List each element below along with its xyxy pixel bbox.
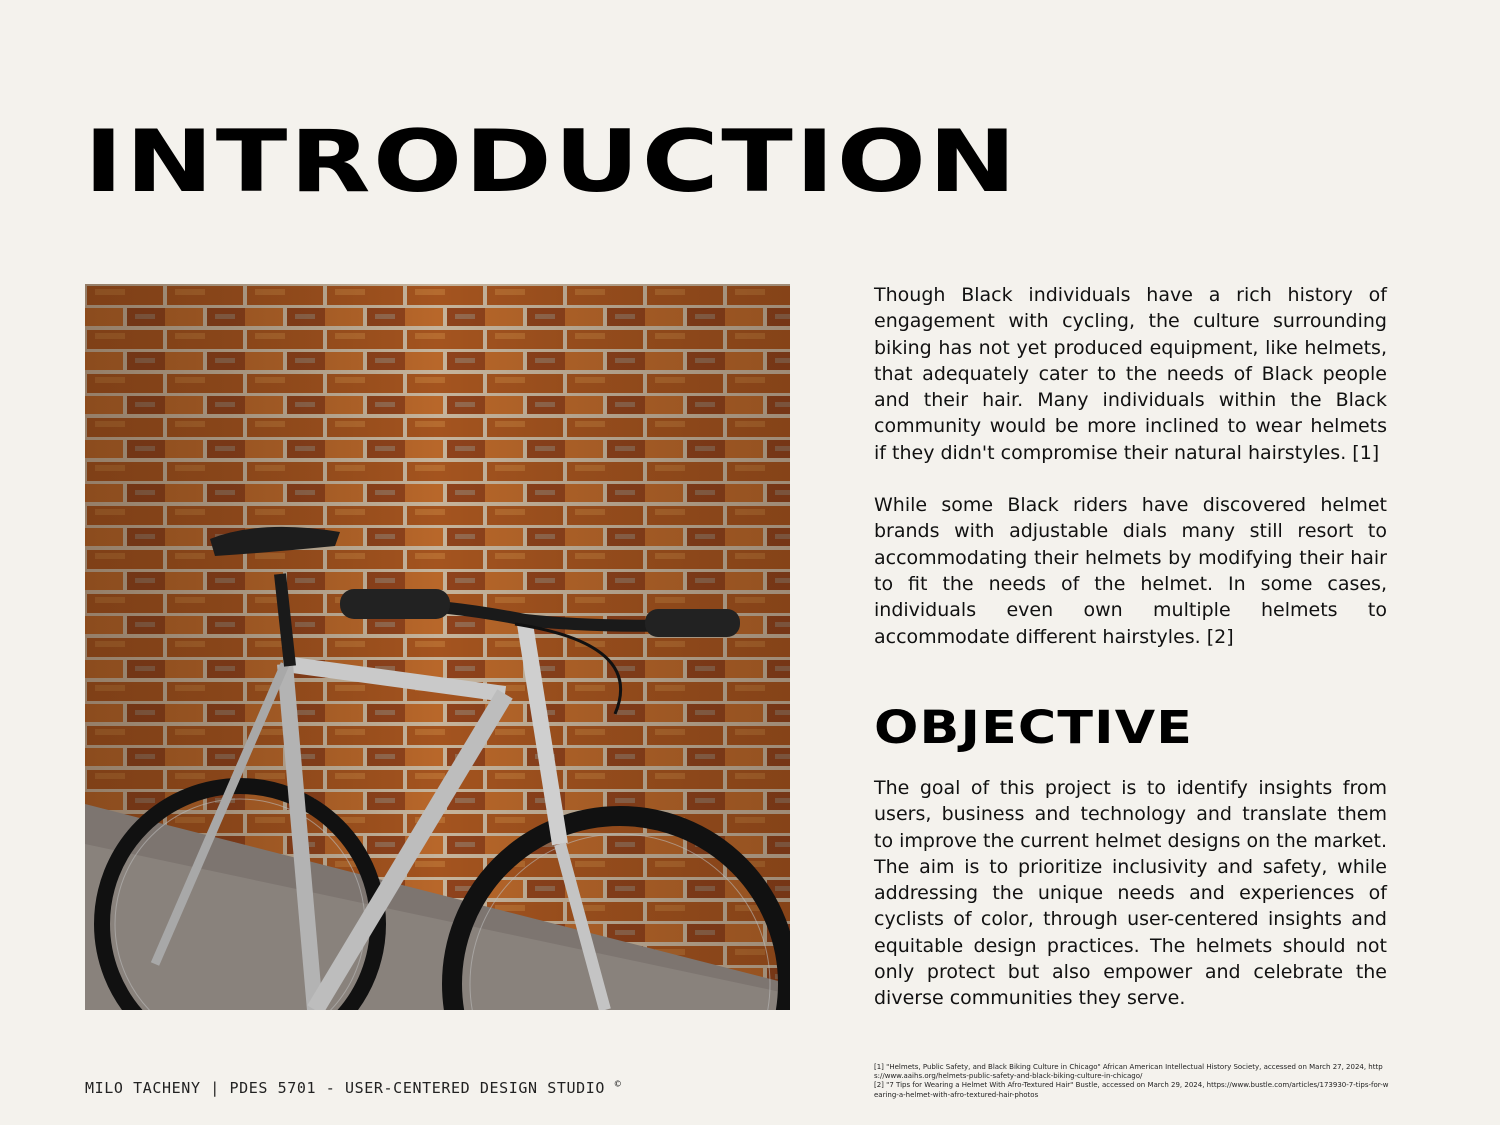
intro-paragraph-2: While some Black riders have discovered helmet brands with adjustable dials many still resort to accommodating their helmets by modifying their hair to fit the needs of the helmet. In some cases, individuals even own multiple helmets to accommodate different hairstyles. [2] xyxy=(874,494,1387,648)
intro-paragraph-1: Though Black individuals have a rich history of engagement with cycling, the culture surrounding biking has not yet produced equipment, like helmets, that adequately cater to the needs of Black people and their hair. Many individuals within the Black community would be more inclined to wear helmets if they didn't compromise their natural hairstyles. [1] xyxy=(874,284,1387,464)
page-title: INTRODUCTION xyxy=(84,112,1019,212)
objective-section xyxy=(874,775,1387,1038)
footer-credit xyxy=(85,1079,621,1097)
objective-paragraph: The goal of this project is to identify insights from users, business and technology and translate them to improve the current helmet designs on the market. The aim is to prioritize inclusivity and safety, while addressing the unique needs and experiences of cyclists of color, through user-centered insights and equitable design practices. The helmets should not only protect but also empower and celebrate the diverse communities they serve. xyxy=(874,777,1387,1010)
reference-1: [1] "Helmets, Public Safety, and Black Biking Culture in Chicago" African American Intellectual History Society, accessed on March 27, 2024, https://www.aaihs.org/helmets-public-safety-and-black-biking-culture-in-chicago/ xyxy=(874,1063,1383,1081)
bicycle-brick-wall-image xyxy=(85,284,790,1010)
introduction-text xyxy=(874,282,1387,676)
reference-2: [2] "7 Tips for Wearing a Helmet With Afro-Textured Hair" Bustle, accessed on March 29, 2024, https://www.bustle.com/articles/173930-7-tips-for-wearing-a-helmet-with-afro-textured-hair-photos xyxy=(874,1081,1389,1099)
copyright-symbol: © xyxy=(614,1079,622,1090)
references xyxy=(874,1063,1389,1100)
bicycle-photo xyxy=(85,284,790,1010)
objective-title: OBJECTIVE xyxy=(874,701,1194,754)
footer-text: MILO TACHENY | PDES 5701 - USER-CENTERED DESIGN STUDIO xyxy=(85,1079,606,1097)
